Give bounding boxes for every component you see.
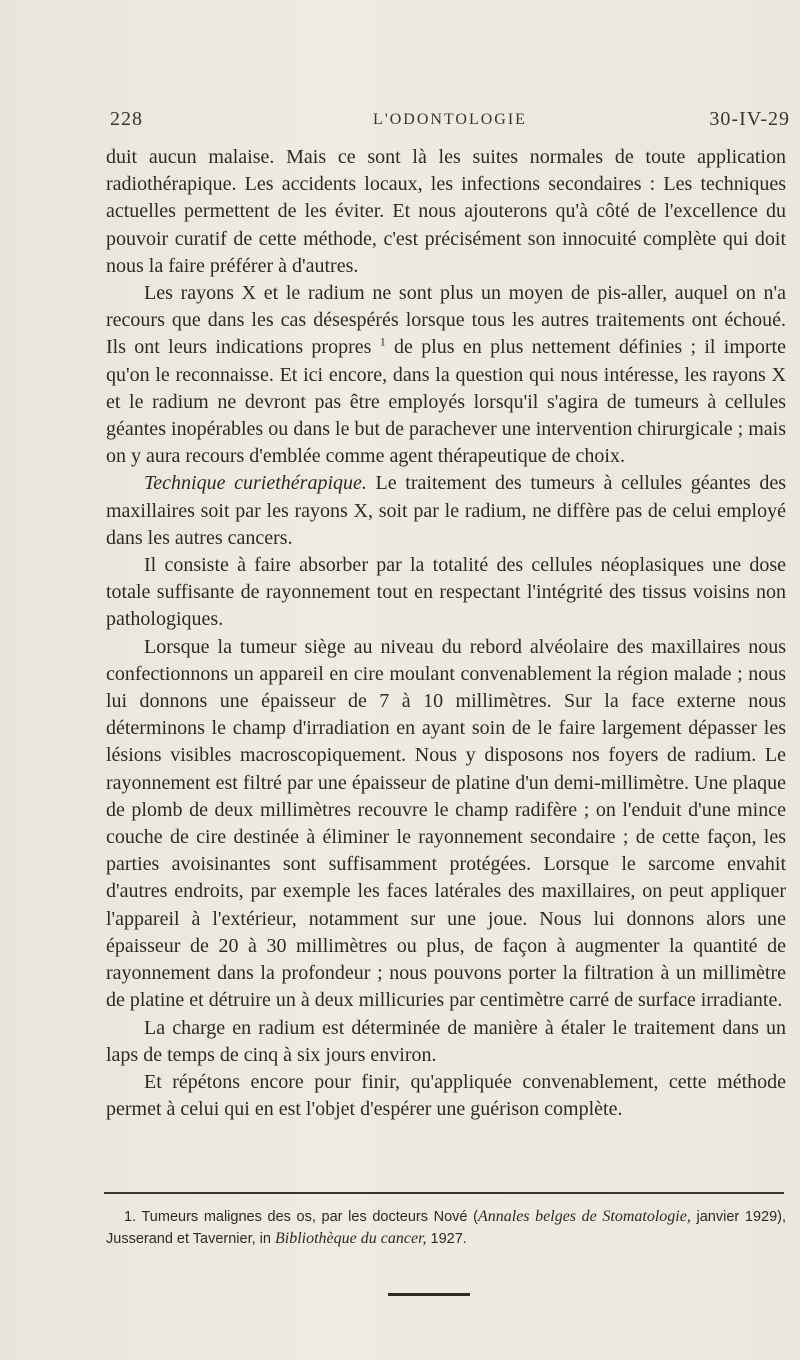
issue-date: 30-IV-29 — [709, 108, 790, 130]
section-heading: Technique curiethérapique. — [144, 472, 367, 495]
footnote-number: 1. — [124, 1209, 137, 1225]
running-title: L'ODONTOLOGIE — [373, 111, 527, 128]
footnote-ref[interactable]: 1 — [379, 334, 386, 349]
paragraph-4: Il consiste à faire absorber par la totalité des cellules néoplasiques une dose totale suffisante de rayonnement tout en respectant l'intégrité des tissus voisins non pathologiques. — [106, 554, 786, 631]
paragraph-5: Lorsque la tumeur siège au niveau du rebord alvéolaire des maxillaires nous confectionnons un appareil en cire moulant convenablement la région malade ; nous lui donnons une épaisseur de 7 à 10 millimètres. Sur la face externe nous déterminons le champ d'irradiation en ayant soin de le faire largement dépasser les lésions visibles macroscopiquement. Nous y disposons nos foyers de radium. Le rayonnement est filtré par une épaisseur de platine d'un demi-millimètre. Une plaque de plomb de deux millimètres recouvre le champ radifère ; on l'enduit d'une mince couche de cire destinée à éliminer le rayonnement secondaire ; de cette façon, les parties avoisinantes sont suffisamment protégées. Lorsque le sarcome envahit d'autres endroits, par exemple les faces latérales des maxillaires, on peut appliquer l'appareil à l'extérieur, notamment sur une joue. Nous lui donnons alors une épaisseur de 20 à 30 millimètres ou plus, de façon à augmenter la quantité de rayonnement dans la profondeur ; nous pouvons porter la filtration à un millimètre de platine et détruire un à deux millicuries par centimètre carré de surface irradiante. — [106, 635, 786, 1012]
end-rule — [388, 1293, 470, 1296]
paragraph-1: duit aucun malaise. Mais ce sont là les suites normales de toute application radiothérapique. Les accidents locaux, les infections secondaires : Les techniques actuelles permettent de les éviter. Et nous ajouterons qu'à côté de l'excellence du pouvoir curatif de cette méthode, c'est précisément son innocuité complète qui doit nous la faire préférer à d'autres. — [106, 146, 786, 277]
paragraph-6: La charge en radium est déterminée de manière à étaler le traitement dans un laps de temps de cinq à six jours environ. — [106, 1016, 786, 1066]
page-header — [110, 108, 790, 138]
footnote: 1. Tumeurs malignes des os, par les docteurs Nové (Annales belges de Stomatologie, janvier 1929), Jusserand et Tavernier, in Bibliothèque du cancer, 1927. — [106, 1208, 786, 1247]
paragraph-2: Les rayons X et le radium ne sont plus un moyen de pis-aller, auquel on n'a recours que dans les cas désespérés lorsque tous les autres traitements ont échoué. Ils ont leurs indications propres $^1$ de plus en plus nettement définies ; il importe qu'on le reconnaisse. Et ici encore, dans la question qui nous intéresse, les rayons X et le radium ne devront pas être employés lorsqu'il s'agira de tumeurs à cellules géantes inopérables ou dans le but de parachever une intervention chirurgicale ; mais on y aura recours d'emblée comme agent thérapeutique de choix. — [106, 282, 786, 468]
paragraph-3: Technique curiethérapique. Le traitement des tumeurs à cellules géantes des maxillaires soit par les rayons X, soit par le radium, ne diffère pas de celui employé dans les autres cancers. — [106, 472, 787, 549]
footnote-rule — [104, 1192, 784, 1194]
paragraph-7: Et répétons encore pour finir, qu'appliquée convenablement, cette méthode permet à celui qui en est l'objet d'espérer une guérison complète. — [106, 1070, 786, 1121]
body-text — [106, 144, 786, 1123]
page-number: 228 — [110, 108, 143, 130]
